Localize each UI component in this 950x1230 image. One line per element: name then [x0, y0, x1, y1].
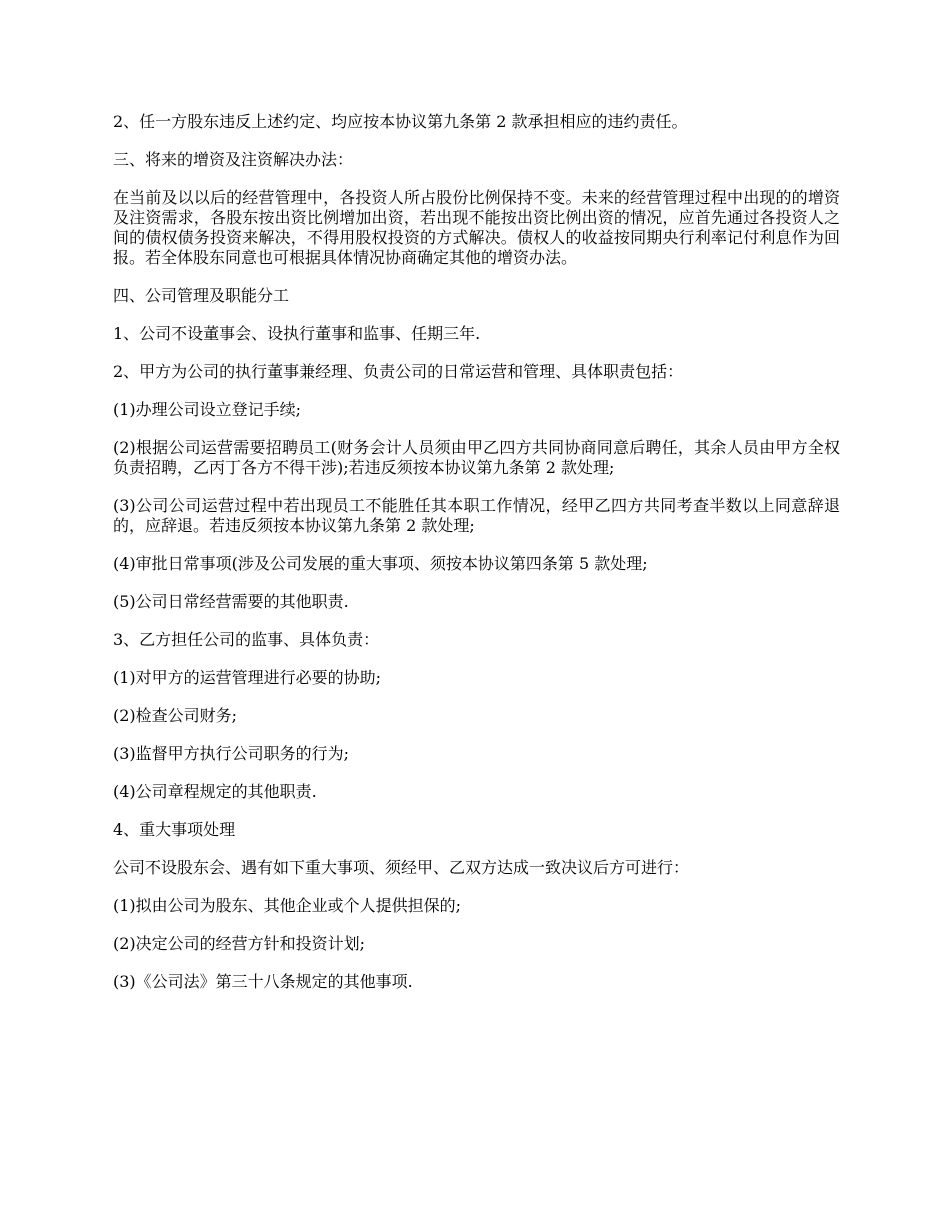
list-item-m-2: (2)决定公司的经营方针和投资计划;: [113, 934, 366, 953]
list-item-a-5: (5)公司日常经营需要的其他职责.: [113, 592, 349, 611]
list-item-a-1: (1)办理公司设立登记手续;: [113, 400, 302, 419]
paragraph-capital-increase: 在当前及以以后的经营管理中，各投资人所占股份比例保持不变。未来的经营管理过程中出现的的增资及注资需求，各股东按出资比例增加出资，若出现不能按出资比例出资的情况，应首先通过各投资人之间的债权债务投资来解决，不得用股权投资的方式解决。债权人的收益按同期央行利率记付利息作为回报。若全体股东同意也可根据具体情况协商确定其他的增资办法。: [113, 188, 840, 267]
list-item-b-3: (3)监督甲方执行公司职务的行为;: [113, 744, 350, 763]
paragraph-party-a-duties: 2、甲方为公司的执行董事兼经理、负责公司的日常运营和管理、具体职责包括：: [113, 362, 684, 381]
list-item-m-3: (3)《公司法》第三十八条规定的其他事项.: [113, 972, 413, 991]
list-item-b-2: (2)检查公司财务;: [113, 706, 238, 725]
heading-capital-increase: 三、将来的增资及注资解决办法：: [113, 150, 354, 169]
list-item-a-4: (4)审批日常事项(涉及公司发展的重大事项、须按本协议第四条第 5 款处理;: [113, 554, 648, 573]
paragraph-major-matters: 公司不设股东会、遇有如下重大事项、须经甲、乙双方达成一致决议后方可进行：: [113, 858, 690, 877]
list-item-a-3: (3)公司公司运营过程中若出现员工不能胜任其本职工作情况，经甲乙四方共同考查半数以上同意辞退的，应辞退。若违反须按本协议第九条第 2 款处理;: [113, 496, 840, 535]
list-item-b-1: (1)对甲方的运营管理进行必要的协助;: [113, 668, 382, 687]
paragraph-party-b-duties: 3、乙方担任公司的监事、具体负责：: [113, 630, 380, 649]
paragraph-clause-2-breach: 2、任一方股东违反上述约定、均应按本协议第九条第 2 款承担相应的违约责任。: [113, 112, 688, 131]
paragraph-board: 1、公司不设董事会、设执行董事和监事、任期三年.: [113, 324, 481, 343]
list-item-b-4: (4)公司章程规定的其他职责.: [113, 782, 317, 801]
heading-major-matters: 4、重大事项处理: [113, 820, 236, 839]
list-item-a-2: (2)根据公司运营需要招聘员工(财务会计人员须由甲乙四方共同协商同意后聘任，其余人员由甲方全权负责招聘，乙丙丁各方不得干涉);若违反须按本协议第九条第 2 款处理;: [113, 438, 840, 477]
list-item-m-1: (1)拟由公司为股东、其他企业或个人提供担保的;: [113, 896, 462, 915]
heading-management: 四、公司管理及职能分工: [113, 286, 290, 305]
